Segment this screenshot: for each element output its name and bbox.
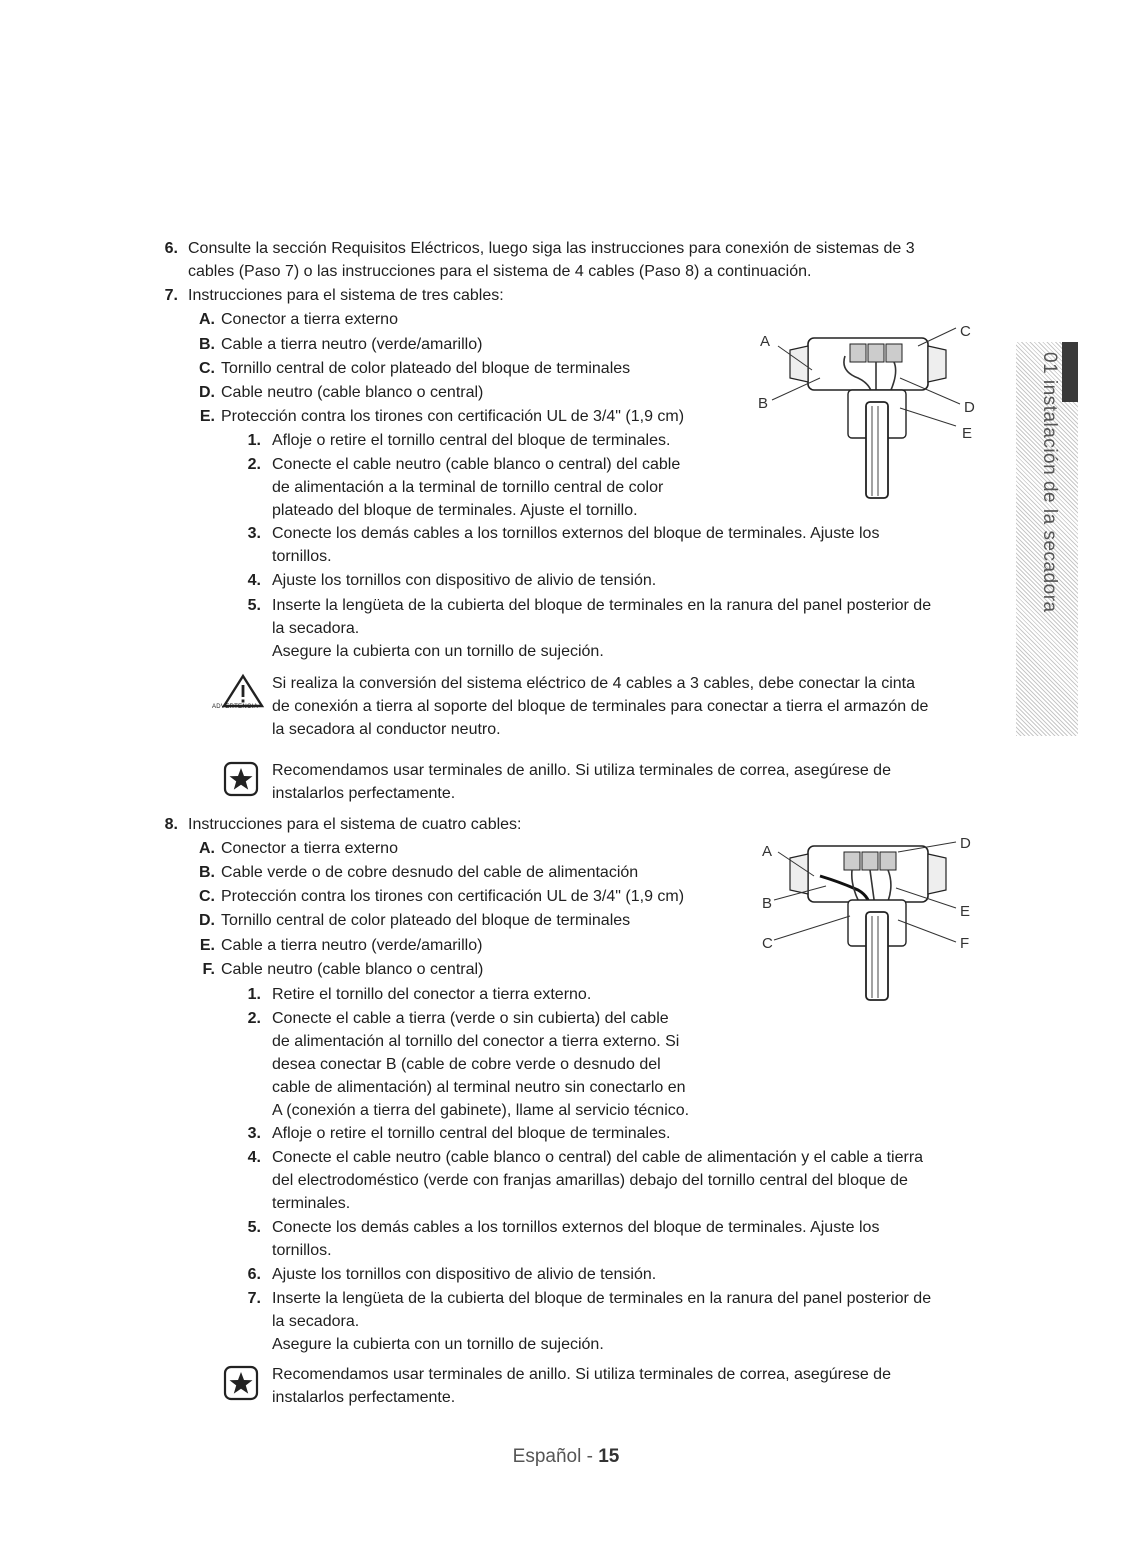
substep-text: Asegure la cubierta con un tornillo de sujeción.	[272, 1336, 604, 1353]
substep-text: Conecte el cable neutro (cable blanco o central) del cable de alimentación y el cable a tierra	[272, 1149, 924, 1166]
page-footer	[0, 1446, 1132, 1468]
substep-text: Retire el tornillo del conector a tierra externo.	[272, 986, 592, 1003]
diagram-label: F	[960, 935, 970, 952]
item-text: Cable a tierra neutro (verde/amarillo)	[221, 937, 483, 954]
item-text: Cable verde o de cobre desnudo del cable de alimentación	[221, 864, 639, 881]
diagram-label: C	[960, 323, 971, 340]
substep-text: terminales.	[272, 1195, 351, 1212]
substep-number: 6.	[247, 1266, 261, 1283]
diagram-label: E	[962, 425, 973, 442]
substep-text: Conecte el cable a tierra (verde o sin cubierta) del cable	[272, 1010, 669, 1027]
item-text: Conector a tierra externo	[221, 311, 398, 328]
footer-language: Español -	[512, 1446, 599, 1467]
step-number: 7.	[164, 287, 178, 304]
step-number: 8.	[164, 816, 178, 833]
item-letter: B.	[199, 864, 215, 881]
item-text: Cable neutro (cable blanco o central)	[221, 961, 484, 978]
substep-text: Ajuste los tornillos con dispositivo de alivio de tensión.	[272, 572, 657, 589]
substep-text: A (conexión a tierra del gabinete), llame al servicio técnico.	[272, 1102, 690, 1119]
substep-number: 5.	[247, 597, 261, 614]
substep-number: 4.	[247, 1149, 261, 1166]
item-letter: D.	[199, 384, 215, 401]
four-wire-terminal-diagram	[750, 830, 990, 1002]
substep-text: cable de alimentación) al terminal neutro sin conectarlo en	[272, 1079, 686, 1096]
step-title: Instrucciones para el sistema de cuatro cables:	[188, 816, 522, 833]
substep-text: Ajuste los tornillos con dispositivo de alivio de tensión.	[272, 1266, 657, 1283]
diagram-label: A	[762, 843, 773, 860]
substep-text: Conecte los demás cables a los tornillos externos del bloque de terminales. Ajuste los	[272, 525, 880, 542]
item-letter: F.	[202, 961, 215, 978]
item-letter: D.	[199, 912, 215, 929]
substep-text: de alimentación al tornillo del conector a tierra externo. Si	[272, 1033, 680, 1050]
substep-text: plateado del bloque de terminales. Ajuste el tornillo.	[272, 502, 638, 519]
substep-text: de alimentación a la terminal de tornillo central de color	[272, 479, 664, 496]
item-letter: C.	[199, 360, 215, 377]
substep-number: 7.	[247, 1290, 261, 1307]
three-wire-terminal-diagram	[750, 316, 990, 506]
page-number: 15	[598, 1446, 620, 1467]
side-tab-label: 01 instalación de la secadora	[1039, 352, 1060, 613]
warning-label: ADVERTENCIA	[212, 704, 258, 710]
step-number: 6.	[164, 240, 178, 257]
item-text: Protección contra los tirones con certificación UL de 3/4" (1,9 cm)	[221, 408, 685, 425]
substep-text: Inserte la lengüeta de la cubierta del bloque de terminales en la ranura del panel posterior de	[272, 597, 932, 614]
substep-text: Inserte la lengüeta de la cubierta del bloque de terminales en la ranura del panel posterior de	[272, 1290, 932, 1307]
substep-text: Afloje o retire el tornillo central del bloque de terminales.	[272, 432, 671, 449]
substep-number: 1.	[247, 432, 261, 449]
substep-text: Conecte el cable neutro (cable blanco o central) del cable	[272, 456, 681, 473]
substep-number: 3.	[247, 1125, 261, 1142]
item-text: Cable a tierra neutro (verde/amarillo)	[221, 336, 483, 353]
side-tab-marker	[1062, 342, 1078, 402]
item-text: Conector a tierra externo	[221, 840, 398, 857]
item-text: Cable neutro (cable blanco o central)	[221, 384, 484, 401]
substep-text: la secadora.	[272, 620, 360, 637]
item-letter: A.	[199, 311, 215, 328]
diagram-label: D	[964, 399, 975, 416]
section-side-tab	[1016, 342, 1078, 736]
diagram-label: E	[960, 903, 971, 920]
item-letter: A.	[199, 840, 215, 857]
substep-number: 1.	[247, 986, 261, 1003]
substep-text: del electrodoméstico (verde con franjas amarillas) debajo del tornillo central del bloque de	[272, 1172, 908, 1189]
substep-text: Asegure la cubierta con un tornillo de sujeción.	[272, 643, 604, 660]
item-letter: E.	[199, 408, 215, 425]
note-star-icon	[222, 760, 260, 798]
substep-text: la secadora.	[272, 1313, 360, 1330]
item-text: Tornillo central de color plateado del bloque de terminales	[221, 360, 631, 377]
diagram-label: B	[758, 395, 769, 412]
substep-text: desea conectar B (cable de cobre verde o desnudo del	[272, 1056, 661, 1073]
diagram-label: C	[762, 935, 773, 952]
note-star-icon	[222, 1364, 260, 1402]
diagram-label: B	[762, 895, 773, 912]
item-letter: E.	[199, 937, 215, 954]
substep-number: 2.	[247, 1010, 261, 1027]
step-text: Consulte la sección Requisitos Eléctricos, luego siga las instrucciones para conexión de sistemas de 3	[188, 240, 915, 257]
substep-number: 5.	[247, 1219, 261, 1236]
item-text: Protección contra los tirones con certificación UL de 3/4" (1,9 cm)	[221, 888, 685, 905]
substep-text: Afloje o retire el tornillo central del bloque de terminales.	[272, 1125, 671, 1142]
substep-text: tornillos.	[272, 1242, 332, 1259]
item-text: Tornillo central de color plateado del bloque de terminales	[221, 912, 631, 929]
step-text: cables (Paso 7) o las instrucciones para el sistema de 4 cables (Paso 8) a continuación.	[188, 263, 812, 280]
substep-number: 3.	[247, 525, 261, 542]
substep-number: 2.	[247, 456, 261, 473]
step-title: Instrucciones para el sistema de tres cables:	[188, 287, 504, 304]
item-letter: C.	[199, 888, 215, 905]
substep-text: Conecte los demás cables a los tornillos externos del bloque de terminales. Ajuste los	[272, 1219, 880, 1236]
substep-number: 4.	[247, 572, 261, 589]
substep-text: tornillos.	[272, 548, 332, 565]
diagram-label: D	[960, 835, 971, 852]
item-letter: B.	[199, 336, 215, 353]
diagram-label: A	[760, 333, 771, 350]
